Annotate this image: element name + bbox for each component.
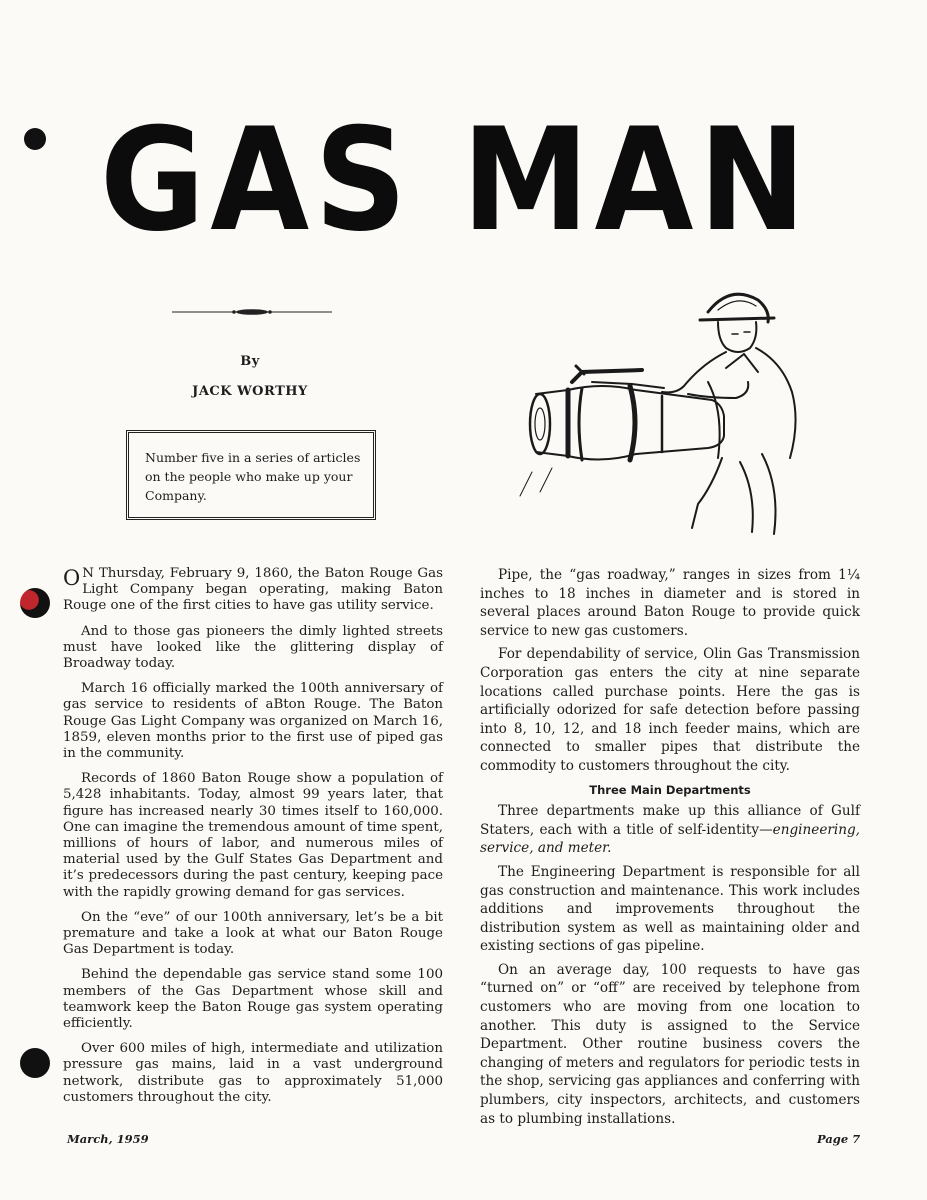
binder-hole-bottom bbox=[20, 1048, 50, 1078]
paragraph: Behind the dependable gas service stand some 100 members of the Gas Department whose skill and teamwork keep the Baton Rouge gas system operating efficiently. bbox=[63, 967, 443, 1032]
paragraph: O N Thursday, February 9, 1860, the Baton Rouge Gas Light Company began operating, making Baton Rouge one of the first cities to have gas utility service. bbox=[63, 566, 443, 614]
drop-cap: O bbox=[63, 566, 81, 590]
byline-label: By bbox=[240, 354, 260, 369]
paragraph: For dependability of service, Olin Gas Transmission Corporation gas enters the city at nine separate locations called purchase points. Here the gas is artificially odorized for safe detection before passing into 8, 10, 12, and 18 inch feeder mains, which are connected to smaller pipes that distribute the commodity to customers throughout the city. bbox=[480, 646, 860, 774]
paragraph: Pipe, the “gas roadway,” ranges in sizes from 1¼ inches to 18 inches in diameter and is stored in several places around Baton Rouge to provide quick service to new gas customers. bbox=[480, 567, 860, 639]
divider-ornament bbox=[172, 304, 332, 320]
paragraph: The Engineering Department is responsible for all gas construction and maintenance. This work includes additions and improvements throughout the distribution system as well as maintaining older and existing sections of gas pipeline. bbox=[480, 863, 860, 955]
paragraph: Over 600 miles of high, intermediate and utilization pressure gas mains, laid in a vast underground network, distribute gas to approximately 51,000 customers throughout the city. bbox=[63, 1041, 443, 1105]
footer-page-number: Page 7 bbox=[817, 1132, 861, 1146]
author-name: JACK WORTHY bbox=[192, 384, 308, 399]
paragraph: And to those gas pioneers the dimly lighted streets must have looked like the glittering display of Broadway today. bbox=[63, 623, 443, 672]
paragraph: Three departments make up this alliance of Gulf Staters, each with a title of self-identity—engineering, service, and meter. bbox=[480, 803, 860, 857]
gas-worker-illustration bbox=[512, 282, 812, 542]
binder-hole-middle bbox=[20, 588, 50, 618]
series-note-box bbox=[126, 430, 376, 520]
series-note-text: Number five in a series of articles on the people who make up your Company. bbox=[145, 450, 361, 503]
footer-date: March, 1959 bbox=[67, 1132, 149, 1146]
binder-hole-top bbox=[24, 128, 46, 150]
article-column-right bbox=[480, 566, 860, 1133]
paragraph: Records of 1860 Baton Rouge show a population of 5,428 inhabitants. Today, almost 99 years later, that figure has increased nearly 30 times itself to 160,000. One can imagine the tremendous amount of time spent, millions of hours of labor, and numerous miles of material used by the Gulf States Gas Department and it’s predecessors during the past century, keeping pace with the rapidly growing demand for gas services. bbox=[63, 771, 443, 900]
paragraph: On an average day, 100 requests to have gas “turned on” or “off” are received by telephone from customers who are moving from one location to another. This duty is assigned to the Service Department. Other routine business covers the changing of meters and regulators for periodic tests in the shop, servicing gas appliances and conferring with plumbers, city inspectors, architects, and customers as to plumbing installations. bbox=[480, 961, 860, 1127]
paragraph: March 16 officially marked the 100th anniversary of gas service to residents of aBton Rouge. The Baton Rouge Gas Light Company was organized on March 16, 1859, eleven months prior to the first use of piped gas in the community. bbox=[63, 681, 443, 762]
article-column-left bbox=[63, 566, 443, 1115]
section-subheading: Three Main Departments bbox=[589, 782, 751, 797]
article-title: GAS MAN bbox=[100, 98, 812, 263]
paragraph: On the “eve” of our 100th anniversary, let’s be a bit premature and take a look at what our Baton Rouge Gas Department is today. bbox=[63, 909, 443, 958]
